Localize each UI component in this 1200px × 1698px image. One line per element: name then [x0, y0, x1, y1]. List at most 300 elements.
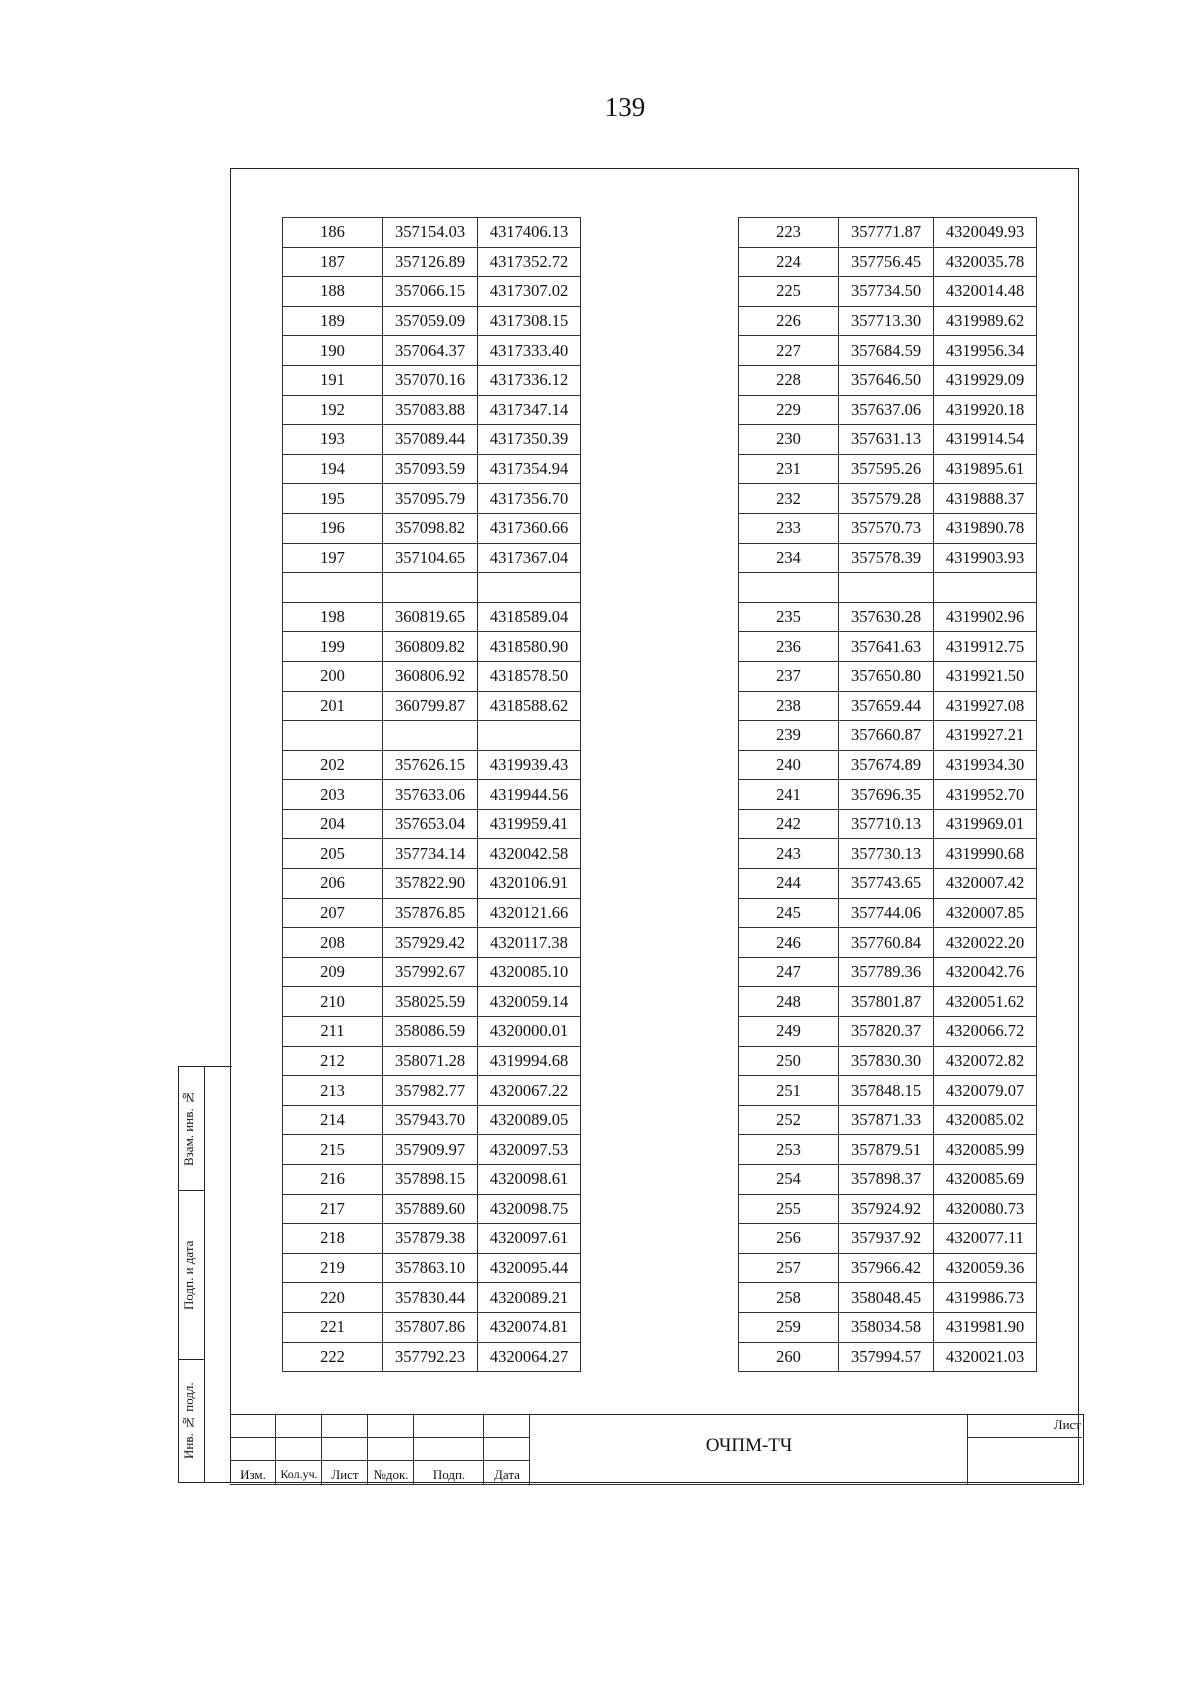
y-coordinate-cell: 4320000.01 — [478, 1017, 581, 1047]
x-coordinate-cell: 357070.16 — [383, 365, 478, 395]
table-row — [283, 632, 581, 662]
table-row — [739, 987, 1037, 1017]
title-block-cell — [484, 1415, 530, 1438]
y-coordinate-cell: 4320067.22 — [478, 1076, 581, 1106]
y-coordinate-cell: 4317360.66 — [478, 513, 581, 543]
point-number-cell — [283, 573, 383, 603]
title-block-cell — [276, 1415, 322, 1438]
point-number-cell: 232 — [739, 484, 839, 514]
x-coordinate-cell: 357696.35 — [839, 780, 934, 810]
side-stamp-section-inventory — [179, 1360, 205, 1482]
x-coordinate-cell: 360809.82 — [383, 632, 478, 662]
y-coordinate-cell: 4320072.82 — [934, 1046, 1037, 1076]
point-number-cell: 204 — [283, 809, 383, 839]
y-coordinate-cell: 4318589.04 — [478, 602, 581, 632]
table-row — [739, 661, 1037, 691]
y-coordinate-cell: 4320085.02 — [934, 1105, 1037, 1135]
point-number-cell: 239 — [739, 721, 839, 751]
y-coordinate-cell: 4320066.72 — [934, 1017, 1037, 1047]
x-coordinate-cell: 357898.37 — [839, 1165, 934, 1195]
y-coordinate-cell: 4320097.53 — [478, 1135, 581, 1165]
table-row — [283, 1224, 581, 1254]
y-coordinate-cell: 4319990.68 — [934, 839, 1037, 869]
y-coordinate-cell: 4320089.05 — [478, 1105, 581, 1135]
point-number-cell: 244 — [739, 869, 839, 899]
title-block-cell — [276, 1438, 322, 1461]
point-number-cell: 242 — [739, 809, 839, 839]
table-row — [283, 1253, 581, 1283]
table-row — [283, 395, 581, 425]
point-number-cell: 251 — [739, 1076, 839, 1106]
x-coordinate-cell: 357626.15 — [383, 750, 478, 780]
title-block-column-label: №док. — [373, 1467, 409, 1482]
table-row — [739, 1076, 1037, 1106]
x-coordinate-cell: 357579.28 — [839, 484, 934, 514]
x-coordinate-cell: 357760.84 — [839, 928, 934, 958]
table-row — [739, 957, 1037, 987]
table-row — [283, 336, 581, 366]
x-coordinate-cell: 357771.87 — [839, 218, 934, 248]
point-number-cell: 257 — [739, 1253, 839, 1283]
point-number-cell: 259 — [739, 1312, 839, 1342]
y-coordinate-cell: 4320007.42 — [934, 869, 1037, 899]
y-coordinate-cell: 4317307.02 — [478, 277, 581, 307]
x-coordinate-cell: 357154.03 — [383, 218, 478, 248]
x-coordinate-cell: 357633.06 — [383, 780, 478, 810]
table-row — [739, 809, 1037, 839]
y-coordinate-cell: 4319944.56 — [478, 780, 581, 810]
y-coordinate-cell: 4320106.91 — [478, 869, 581, 899]
y-coordinate-cell — [934, 573, 1037, 603]
point-number-cell: 243 — [739, 839, 839, 869]
point-number-cell: 217 — [283, 1194, 383, 1224]
y-coordinate-cell: 4317333.40 — [478, 336, 581, 366]
y-coordinate-cell: 4320051.62 — [934, 987, 1037, 1017]
x-coordinate-cell: 357756.45 — [839, 247, 934, 277]
point-number-cell: 227 — [739, 336, 839, 366]
point-number-cell: 241 — [739, 780, 839, 810]
table-row — [283, 425, 581, 455]
point-number-cell: 206 — [283, 869, 383, 899]
title-block-cell — [414, 1415, 484, 1438]
table-row — [739, 839, 1037, 869]
title-block-column-label: Изм. — [240, 1467, 266, 1482]
x-coordinate-cell: 357871.33 — [839, 1105, 934, 1135]
x-coordinate-cell: 360799.87 — [383, 691, 478, 721]
table-row — [739, 691, 1037, 721]
table-row — [283, 839, 581, 869]
table-row — [739, 1253, 1037, 1283]
table-row — [739, 543, 1037, 573]
x-coordinate-cell: 357830.44 — [383, 1283, 478, 1313]
x-coordinate-cell: 357994.57 — [839, 1342, 934, 1372]
point-number-cell: 230 — [739, 425, 839, 455]
point-number-cell: 216 — [283, 1165, 383, 1195]
x-coordinate-cell: 357807.86 — [383, 1312, 478, 1342]
y-coordinate-cell: 4320064.27 — [478, 1342, 581, 1372]
x-coordinate-cell: 357909.97 — [383, 1135, 478, 1165]
title-block-sheet-number-cell — [968, 1438, 1082, 1485]
x-coordinate-cell: 357104.65 — [383, 543, 478, 573]
table-row — [283, 869, 581, 899]
x-coordinate-cell: 357641.63 — [839, 632, 934, 662]
x-coordinate-cell: 357126.89 — [383, 247, 478, 277]
title-block-column-label: Подп. — [432, 1467, 466, 1482]
y-coordinate-cell: 4319981.90 — [934, 1312, 1037, 1342]
point-number-cell: 224 — [739, 247, 839, 277]
y-coordinate-cell: 4319927.21 — [934, 721, 1037, 751]
y-coordinate-cell: 4317352.72 — [478, 247, 581, 277]
x-coordinate-cell: 357570.73 — [839, 513, 934, 543]
y-coordinate-cell: 4320085.99 — [934, 1135, 1037, 1165]
point-number-cell: 191 — [283, 365, 383, 395]
point-number-cell: 210 — [283, 987, 383, 1017]
table-row — [739, 1342, 1037, 1372]
y-coordinate-cell: 4317336.12 — [478, 365, 581, 395]
point-number-cell: 228 — [739, 365, 839, 395]
point-number-cell: 219 — [283, 1253, 383, 1283]
y-coordinate-cell: 4317354.94 — [478, 454, 581, 484]
x-coordinate-cell: 357660.87 — [839, 721, 934, 751]
y-coordinate-cell: 4320074.81 — [478, 1312, 581, 1342]
point-number-cell: 211 — [283, 1017, 383, 1047]
x-coordinate-cell: 357744.06 — [839, 898, 934, 928]
point-number-cell: 220 — [283, 1283, 383, 1313]
y-coordinate-cell: 4317367.04 — [478, 543, 581, 573]
table-row — [739, 277, 1037, 307]
point-number-cell: 258 — [739, 1283, 839, 1313]
point-number-cell: 248 — [739, 987, 839, 1017]
y-coordinate-cell: 4320089.21 — [478, 1283, 581, 1313]
y-coordinate-cell: 4319956.34 — [934, 336, 1037, 366]
point-number-cell: 194 — [283, 454, 383, 484]
x-coordinate-cell: 357889.60 — [383, 1194, 478, 1224]
table-row — [283, 277, 581, 307]
table-row — [283, 661, 581, 691]
side-stamp-label: Взам. инв. № — [181, 1090, 196, 1167]
y-coordinate-cell: 4320079.07 — [934, 1076, 1037, 1106]
y-coordinate-cell: 4319934.30 — [934, 750, 1037, 780]
title-block-cell — [322, 1438, 368, 1461]
point-number-cell: 207 — [283, 898, 383, 928]
point-number-cell: 221 — [283, 1312, 383, 1342]
x-coordinate-cell: 357095.79 — [383, 484, 478, 514]
point-number-cell: 245 — [739, 898, 839, 928]
x-coordinate-cell: 357684.59 — [839, 336, 934, 366]
table-row — [739, 750, 1037, 780]
table-row — [283, 1076, 581, 1106]
x-coordinate-cell: 360806.92 — [383, 661, 478, 691]
x-coordinate-cell: 357637.06 — [839, 395, 934, 425]
y-coordinate-cell: 4320035.78 — [934, 247, 1037, 277]
x-coordinate-cell: 357631.13 — [839, 425, 934, 455]
y-coordinate-cell — [478, 573, 581, 603]
table-row — [739, 1046, 1037, 1076]
y-coordinate-cell: 4320021.03 — [934, 1342, 1037, 1372]
x-coordinate-cell: 357898.15 — [383, 1165, 478, 1195]
y-coordinate-cell: 4320059.14 — [478, 987, 581, 1017]
table-row — [283, 957, 581, 987]
x-coordinate-cell — [839, 573, 934, 603]
y-coordinate-cell: 4319895.61 — [934, 454, 1037, 484]
x-coordinate-cell: 357992.67 — [383, 957, 478, 987]
coordinates-table-right — [738, 217, 1037, 1372]
y-coordinate-cell: 4320121.66 — [478, 898, 581, 928]
point-number-cell: 252 — [739, 1105, 839, 1135]
sheet-label: Лист — [1053, 1417, 1081, 1432]
y-coordinate-cell: 4318588.62 — [478, 691, 581, 721]
point-number-cell: 202 — [283, 750, 383, 780]
y-coordinate-cell: 4320042.76 — [934, 957, 1037, 987]
y-coordinate-cell: 4318578.50 — [478, 661, 581, 691]
point-number-cell: 255 — [739, 1194, 839, 1224]
table-row — [739, 484, 1037, 514]
y-coordinate-cell: 4320059.36 — [934, 1253, 1037, 1283]
point-number-cell: 213 — [283, 1076, 383, 1106]
point-number-cell: 218 — [283, 1224, 383, 1254]
table-row — [283, 721, 581, 751]
y-coordinate-cell: 4320014.48 — [934, 277, 1037, 307]
x-coordinate-cell: 357659.44 — [839, 691, 934, 721]
x-coordinate-cell: 357966.42 — [839, 1253, 934, 1283]
table-row — [283, 247, 581, 277]
y-coordinate-cell: 4320098.75 — [478, 1194, 581, 1224]
point-number-cell: 196 — [283, 513, 383, 543]
y-coordinate-cell: 4319912.75 — [934, 632, 1037, 662]
x-coordinate-cell: 357578.39 — [839, 543, 934, 573]
table-row — [283, 1342, 581, 1372]
table-row — [283, 543, 581, 573]
table-row — [283, 513, 581, 543]
x-coordinate-cell: 358086.59 — [383, 1017, 478, 1047]
point-number-cell: 234 — [739, 543, 839, 573]
y-coordinate-cell: 4320097.61 — [478, 1224, 581, 1254]
y-coordinate-cell: 4319929.09 — [934, 365, 1037, 395]
table-row — [739, 218, 1037, 248]
x-coordinate-cell: 357822.90 — [383, 869, 478, 899]
table-row — [739, 454, 1037, 484]
point-number-cell: 233 — [739, 513, 839, 543]
y-coordinate-cell: 4320007.85 — [934, 898, 1037, 928]
table-row — [283, 928, 581, 958]
table-row — [739, 306, 1037, 336]
point-number-cell: 231 — [739, 454, 839, 484]
y-coordinate-cell: 4319921.50 — [934, 661, 1037, 691]
coordinates-table-left — [282, 217, 581, 1372]
y-coordinate-cell: 4320077.11 — [934, 1224, 1037, 1254]
title-block-cell — [368, 1415, 414, 1438]
x-coordinate-cell: 357730.13 — [839, 839, 934, 869]
point-number-cell: 235 — [739, 602, 839, 632]
table-row — [283, 898, 581, 928]
x-coordinate-cell: 357066.15 — [383, 277, 478, 307]
x-coordinate-cell: 357674.89 — [839, 750, 934, 780]
y-coordinate-cell: 4319890.78 — [934, 513, 1037, 543]
point-number-cell: 197 — [283, 543, 383, 573]
table-row — [739, 1283, 1037, 1313]
y-coordinate-cell: 4320022.20 — [934, 928, 1037, 958]
y-coordinate-cell: 4319903.93 — [934, 543, 1037, 573]
point-number-cell: 250 — [739, 1046, 839, 1076]
table-row — [739, 869, 1037, 899]
table-row — [283, 809, 581, 839]
y-coordinate-cell: 4319959.41 — [478, 809, 581, 839]
y-coordinate-cell: 4320085.10 — [478, 957, 581, 987]
x-coordinate-cell: 357879.38 — [383, 1224, 478, 1254]
point-number-cell: 201 — [283, 691, 383, 721]
table-row — [283, 691, 581, 721]
table-row — [283, 218, 581, 248]
table-row — [739, 513, 1037, 543]
x-coordinate-cell: 357093.59 — [383, 454, 478, 484]
point-number-cell: 214 — [283, 1105, 383, 1135]
point-number-cell: 192 — [283, 395, 383, 425]
y-coordinate-cell: 4319914.54 — [934, 425, 1037, 455]
x-coordinate-cell: 357064.37 — [383, 336, 478, 366]
y-coordinate-cell: 4319939.43 — [478, 750, 581, 780]
table-row — [739, 1135, 1037, 1165]
table-row — [283, 780, 581, 810]
table-row — [739, 898, 1037, 928]
table-row — [739, 336, 1037, 366]
table-row — [739, 1312, 1037, 1342]
table-row — [283, 1046, 581, 1076]
x-coordinate-cell: 357876.85 — [383, 898, 478, 928]
point-number-cell: 236 — [739, 632, 839, 662]
table-row — [283, 454, 581, 484]
x-coordinate-cell: 357830.30 — [839, 1046, 934, 1076]
table-row — [739, 573, 1037, 603]
table-row — [283, 987, 581, 1017]
point-number-cell — [739, 573, 839, 603]
point-number-cell: 200 — [283, 661, 383, 691]
point-number-cell — [283, 721, 383, 751]
title-block-cell — [230, 1438, 276, 1461]
table-row — [739, 425, 1037, 455]
x-coordinate-cell: 357792.23 — [383, 1342, 478, 1372]
y-coordinate-cell: 4317350.39 — [478, 425, 581, 455]
table-row — [283, 1165, 581, 1195]
table-row — [283, 1194, 581, 1224]
y-coordinate-cell: 4319986.73 — [934, 1283, 1037, 1313]
x-coordinate-cell: 357820.37 — [839, 1017, 934, 1047]
y-coordinate-cell: 4320095.44 — [478, 1253, 581, 1283]
table-row — [739, 602, 1037, 632]
point-number-cell: 195 — [283, 484, 383, 514]
y-coordinate-cell: 4319969.01 — [934, 809, 1037, 839]
x-coordinate-cell — [383, 573, 478, 603]
table-row — [739, 395, 1037, 425]
point-number-cell: 189 — [283, 306, 383, 336]
title-block-column-label: Дата — [494, 1467, 520, 1482]
x-coordinate-cell: 357089.44 — [383, 425, 478, 455]
point-number-cell: 238 — [739, 691, 839, 721]
table-row — [739, 365, 1037, 395]
x-coordinate-cell: 357789.36 — [839, 957, 934, 987]
side-stamp — [178, 1066, 232, 1483]
x-coordinate-cell: 357937.92 — [839, 1224, 934, 1254]
document-code: ОЧПМ-ТЧ — [705, 1435, 793, 1456]
y-coordinate-cell: 4320042.58 — [478, 839, 581, 869]
y-coordinate-cell: 4317406.13 — [478, 218, 581, 248]
point-number-cell: 215 — [283, 1135, 383, 1165]
y-coordinate-cell: 4320117.38 — [478, 928, 581, 958]
title-block-column-label: Лист — [331, 1467, 359, 1482]
table-row — [739, 1165, 1037, 1195]
y-coordinate-cell: 4319989.62 — [934, 306, 1037, 336]
x-coordinate-cell: 357943.70 — [383, 1105, 478, 1135]
table-row — [739, 632, 1037, 662]
point-number-cell: 256 — [739, 1224, 839, 1254]
table-row — [283, 1283, 581, 1313]
point-number-cell: 229 — [739, 395, 839, 425]
point-number-cell: 249 — [739, 1017, 839, 1047]
y-coordinate-cell: 4318580.90 — [478, 632, 581, 662]
point-number-cell: 254 — [739, 1165, 839, 1195]
x-coordinate-cell: 357083.88 — [383, 395, 478, 425]
title-block-cell — [368, 1438, 414, 1461]
point-number-cell: 193 — [283, 425, 383, 455]
x-coordinate-cell: 360819.65 — [383, 602, 478, 632]
point-number-cell: 198 — [283, 602, 383, 632]
x-coordinate-cell: 357059.09 — [383, 306, 478, 336]
x-coordinate-cell — [383, 721, 478, 751]
y-coordinate-cell: 4320049.93 — [934, 218, 1037, 248]
y-coordinate-cell: 4319902.96 — [934, 602, 1037, 632]
table-row — [283, 750, 581, 780]
x-coordinate-cell: 357713.30 — [839, 306, 934, 336]
point-number-cell: 226 — [739, 306, 839, 336]
point-number-cell: 208 — [283, 928, 383, 958]
y-coordinate-cell: 4319994.68 — [478, 1046, 581, 1076]
point-number-cell: 199 — [283, 632, 383, 662]
table-row — [739, 928, 1037, 958]
title-block — [230, 1414, 1084, 1485]
point-number-cell: 246 — [739, 928, 839, 958]
x-coordinate-cell: 357734.50 — [839, 277, 934, 307]
table-row — [739, 1017, 1037, 1047]
x-coordinate-cell: 357734.14 — [383, 839, 478, 869]
point-number-cell: 253 — [739, 1135, 839, 1165]
point-number-cell: 212 — [283, 1046, 383, 1076]
title-block-cell — [414, 1438, 484, 1461]
title-block-cell — [322, 1415, 368, 1438]
table-row — [283, 484, 581, 514]
point-number-cell: 260 — [739, 1342, 839, 1372]
side-stamp-section-replacement — [179, 1067, 205, 1191]
y-coordinate-cell: 4320098.61 — [478, 1165, 581, 1195]
y-coordinate-cell: 4319927.08 — [934, 691, 1037, 721]
x-coordinate-cell: 357650.80 — [839, 661, 934, 691]
y-coordinate-cell: 4320085.69 — [934, 1165, 1037, 1195]
side-stamp-label: Инв. № подл. — [181, 1382, 196, 1460]
page-number: 139 — [604, 92, 646, 122]
y-coordinate-cell — [478, 721, 581, 751]
y-coordinate-cell: 4319920.18 — [934, 395, 1037, 425]
point-number-cell: 188 — [283, 277, 383, 307]
y-coordinate-cell: 4317308.15 — [478, 306, 581, 336]
x-coordinate-cell: 357653.04 — [383, 809, 478, 839]
side-stamp-section-signature — [179, 1191, 205, 1360]
table-row — [283, 1312, 581, 1342]
title-block-cell — [484, 1438, 530, 1461]
table-row — [739, 780, 1037, 810]
x-coordinate-cell: 357879.51 — [839, 1135, 934, 1165]
point-number-cell: 237 — [739, 661, 839, 691]
table-row — [739, 1224, 1037, 1254]
point-number-cell: 247 — [739, 957, 839, 987]
point-number-cell: 225 — [739, 277, 839, 307]
